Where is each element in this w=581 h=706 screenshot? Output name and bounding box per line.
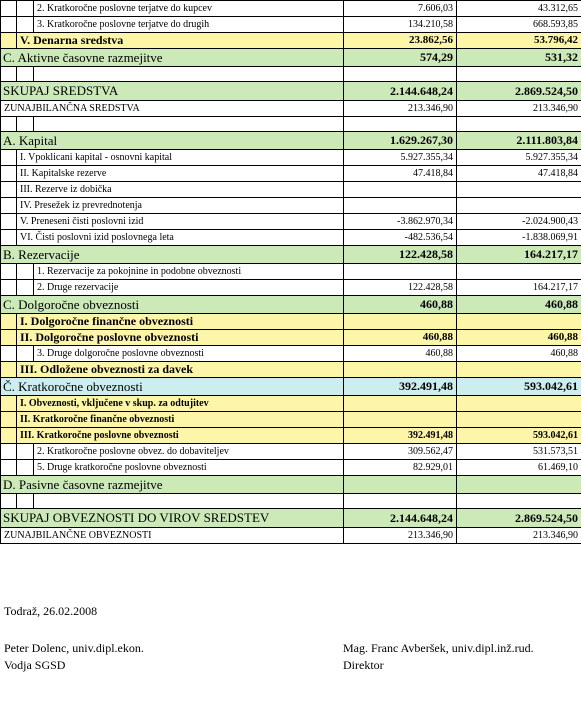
row-label: II. Dolgoročne poslovne obveznosti	[17, 330, 344, 346]
value-previous-year	[457, 198, 581, 214]
value-previous-year: 61.469,10	[457, 460, 581, 476]
indent-cell	[1, 346, 17, 362]
value-current-year	[344, 476, 457, 494]
value-current-year: 7.606,03	[344, 1, 457, 17]
value-previous-year	[457, 314, 581, 330]
value-previous-year: 213.346,90	[457, 101, 581, 117]
value-current-year: 1.629.267,30	[344, 132, 457, 150]
value-previous-year: -2.024.900,43	[457, 214, 581, 230]
value-current-year: 82.929,01	[344, 460, 457, 476]
table-row	[1, 412, 581, 428]
table-row	[1, 378, 581, 396]
indent-cell	[1, 230, 17, 246]
indent-cell	[1, 198, 17, 214]
row-label: I. Vpoklicani kapital - osnovni kapital	[17, 150, 344, 166]
row-label: III. Rezerve iz dobička	[17, 182, 344, 198]
table-row	[1, 246, 581, 264]
table-row	[1, 166, 581, 182]
indent-cell	[17, 460, 34, 476]
balance-sheet-body	[1, 1, 581, 544]
table-row	[1, 150, 581, 166]
indent-cell	[1, 412, 17, 428]
row-label: 2. Kratkoročne poslovne terjatve do kupcev	[34, 1, 344, 17]
row-label: IV. Presežek iz prevrednotenja	[17, 198, 344, 214]
indent-cell	[17, 280, 34, 296]
value-current-year	[344, 198, 457, 214]
spacer-cell	[457, 494, 581, 509]
indent-cell	[1, 330, 17, 346]
table-row	[1, 182, 581, 198]
table-row	[1, 101, 581, 117]
row-label: V. Preneseni čisti poslovni izid	[17, 214, 344, 230]
table-row	[1, 132, 581, 150]
value-current-year: 134.210,58	[344, 17, 457, 33]
value-previous-year	[457, 396, 581, 412]
value-current-year	[344, 362, 457, 378]
row-label: VI. Čisti poslovni izid poslovnega leta	[17, 230, 344, 246]
value-current-year: -482.536,54	[344, 230, 457, 246]
table-row	[1, 198, 581, 214]
value-previous-year: 164.217,17	[457, 280, 581, 296]
indent-cell	[1, 33, 17, 49]
spacer-row	[1, 67, 581, 82]
value-current-year: 460,88	[344, 346, 457, 362]
value-current-year: 574,29	[344, 49, 457, 67]
value-previous-year: 2.869.524,50	[457, 82, 581, 101]
spacer-cell	[1, 117, 17, 132]
value-previous-year: 460,88	[457, 346, 581, 362]
table-row	[1, 330, 581, 346]
value-current-year: 5.927.355,34	[344, 150, 457, 166]
value-previous-year: 43.312,65	[457, 1, 581, 17]
value-current-year	[344, 412, 457, 428]
indent-cell	[1, 396, 17, 412]
row-label: II. Kratkoročne finančne obveznosti	[17, 412, 344, 428]
table-row	[1, 33, 581, 49]
value-current-year: 2.144.648,24	[344, 82, 457, 101]
table-row	[1, 214, 581, 230]
row-label: 5. Druge kratkoročne poslovne obveznosti	[34, 460, 344, 476]
table-row	[1, 528, 581, 544]
spacer-cell	[344, 494, 457, 509]
spacer-cell	[34, 67, 344, 82]
value-current-year	[344, 314, 457, 330]
value-previous-year: 164.217,17	[457, 246, 581, 264]
row-label: B. Rezervacije	[1, 246, 344, 264]
indent-cell	[1, 166, 17, 182]
table-row	[1, 346, 581, 362]
spacer-cell	[17, 494, 34, 509]
spacer-cell	[17, 117, 34, 132]
table-row	[1, 509, 581, 528]
value-current-year: 213.346,90	[344, 101, 457, 117]
row-label: D. Pasivne časovne razmejitve	[1, 476, 344, 494]
left-signatory-name: Peter Dolenc, univ.dipl.ekon.	[4, 641, 144, 655]
row-label: 1. Rezervacije za pokojnine in podobne obveznosti	[34, 264, 344, 280]
table-row	[1, 428, 581, 444]
value-previous-year	[457, 182, 581, 198]
value-current-year: -3.862.970,34	[344, 214, 457, 230]
row-label: C. Aktivne časovne razmejitve	[1, 49, 344, 67]
indent-cell	[17, 1, 34, 17]
value-previous-year	[457, 264, 581, 280]
indent-cell	[1, 428, 17, 444]
spacer-cell	[457, 117, 581, 132]
row-label: 3. Druge dolgoročne poslovne obveznosti	[34, 346, 344, 362]
value-current-year	[344, 264, 457, 280]
value-previous-year: 47.418,84	[457, 166, 581, 182]
value-previous-year: -1.838.069,91	[457, 230, 581, 246]
spacer-cell	[1, 494, 17, 509]
table-row	[1, 264, 581, 280]
table-row	[1, 230, 581, 246]
right-signatory-name: Mag. Franc Avberšek, univ.dipl.inž.rud.	[343, 641, 534, 655]
row-label: ZUNAJBILANČNA SREDSTVA	[1, 101, 344, 117]
indent-cell	[1, 460, 17, 476]
spacer-cell	[344, 67, 457, 82]
value-previous-year: 2.111.803,84	[457, 132, 581, 150]
table-row	[1, 280, 581, 296]
spacer-row	[1, 117, 581, 132]
row-label: C. Dolgoročne obveznosti	[1, 296, 344, 314]
spacer-cell	[34, 117, 344, 132]
value-previous-year: 460,88	[457, 330, 581, 346]
value-previous-year: 5.927.355,34	[457, 150, 581, 166]
value-previous-year: 531.573,51	[457, 444, 581, 460]
row-label: I. Dolgoročne finančne obveznosti	[17, 314, 344, 330]
place-date: Todraž, 26.02.2008	[4, 604, 98, 618]
value-current-year: 2.144.648,24	[344, 509, 457, 528]
row-label: 2. Druge rezervacije	[34, 280, 344, 296]
row-label: 3. Kratkoročne poslovne terjatve do drugih	[34, 17, 344, 33]
row-label: III. Kratkoročne poslovne obveznosti	[17, 428, 344, 444]
indent-cell	[1, 182, 17, 198]
row-label: ZUNAJBILANČNE OBVEZNOSTI	[1, 528, 344, 544]
value-previous-year: 213.346,90	[457, 528, 581, 544]
value-previous-year	[457, 476, 581, 494]
value-current-year: 392.491,48	[344, 378, 457, 396]
value-previous-year: 531,32	[457, 49, 581, 67]
spacer-cell	[34, 494, 344, 509]
row-label: I. Obveznosti, vključene v skup. za odtujitev	[17, 396, 344, 412]
spacer-cell	[344, 117, 457, 132]
spacer-cell	[17, 67, 34, 82]
row-label: 2. Kratkoročne poslovne obvez. do dobaviteljev	[34, 444, 344, 460]
spacer-cell	[1, 67, 17, 82]
spacer-cell	[457, 67, 581, 82]
indent-cell	[1, 214, 17, 230]
table-row	[1, 82, 581, 101]
table-row	[1, 17, 581, 33]
value-current-year: 122.428,58	[344, 280, 457, 296]
value-previous-year: 53.796,42	[457, 33, 581, 49]
row-label: SKUPAJ OBVEZNOSTI DO VIROV SREDSTEV	[1, 509, 344, 528]
value-current-year	[344, 182, 457, 198]
value-current-year: 213.346,90	[344, 528, 457, 544]
row-label: SKUPAJ SREDSTVA	[1, 82, 344, 101]
value-current-year: 460,88	[344, 330, 457, 346]
indent-cell	[17, 264, 34, 280]
indent-cell	[1, 264, 17, 280]
indent-cell	[1, 444, 17, 460]
value-current-year: 309.562,47	[344, 444, 457, 460]
table-row	[1, 444, 581, 460]
right-signatory-role: Direktor	[343, 658, 384, 672]
row-label: II. Kapitalske rezerve	[17, 166, 344, 182]
indent-cell	[1, 17, 17, 33]
row-label: Č. Kratkoročne obveznosti	[1, 378, 344, 396]
indent-cell	[1, 362, 17, 378]
table-row	[1, 476, 581, 494]
table-row	[1, 396, 581, 412]
table-row	[1, 1, 581, 17]
indent-cell	[17, 346, 34, 362]
indent-cell	[1, 280, 17, 296]
table-row	[1, 296, 581, 314]
row-label: V. Denarna sredstva	[17, 33, 344, 49]
value-current-year: 23.862,56	[344, 33, 457, 49]
indent-cell	[1, 314, 17, 330]
table-row	[1, 49, 581, 67]
row-label: A. Kapital	[1, 132, 344, 150]
value-current-year: 460,88	[344, 296, 457, 314]
value-previous-year: 593.042,61	[457, 378, 581, 396]
value-current-year: 392.491,48	[344, 428, 457, 444]
value-previous-year	[457, 362, 581, 378]
value-current-year	[344, 396, 457, 412]
spacer-row	[1, 494, 581, 509]
value-current-year: 122.428,58	[344, 246, 457, 264]
value-previous-year: 460,88	[457, 296, 581, 314]
indent-cell	[17, 444, 34, 460]
indent-cell	[1, 150, 17, 166]
value-previous-year: 2.869.524,50	[457, 509, 581, 528]
indent-cell	[1, 1, 17, 17]
value-previous-year: 593.042,61	[457, 428, 581, 444]
row-label: III. Odložene obveznosti za davek	[17, 362, 344, 378]
table-row	[1, 362, 581, 378]
value-previous-year: 668.593,85	[457, 17, 581, 33]
indent-cell	[17, 17, 34, 33]
value-previous-year	[457, 412, 581, 428]
left-signatory-role: Vodja SGSD	[4, 658, 66, 672]
table-row	[1, 314, 581, 330]
value-current-year: 47.418,84	[344, 166, 457, 182]
table-row	[1, 460, 581, 476]
